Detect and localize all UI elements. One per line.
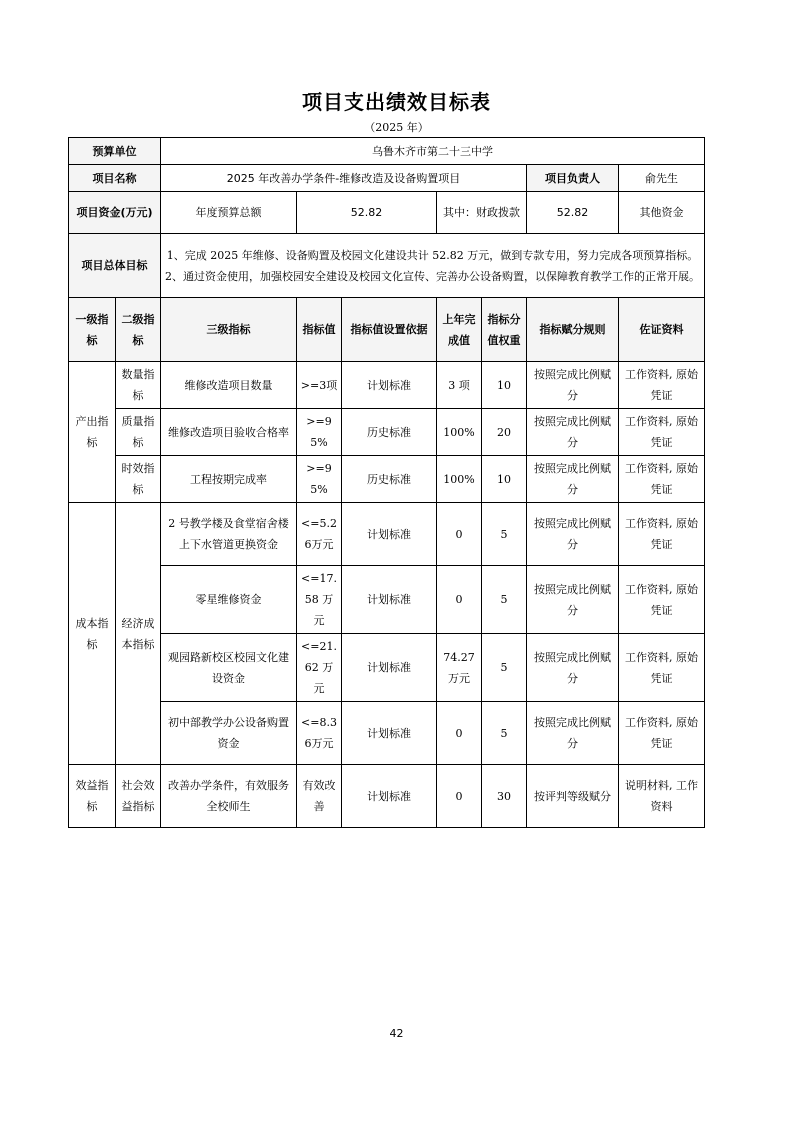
table-row [69,503,705,566]
basis-cell: 历史标准 [342,409,437,456]
rule-cell: 按照完成比例赋分 [527,362,619,409]
project-name-value: 2025 年改善办学条件-维修改造及设备购置项目 [161,165,527,192]
fiscal-value: 52.82 [527,192,619,234]
value-cell: <=5.26万元 [297,503,342,566]
last-year-cell: 0 [437,566,482,634]
value-cell: <=17.58 万元 [297,566,342,634]
last-year-cell: 100% [437,409,482,456]
goal-text: 1、完成 2025 年维修、设备购置及校园文化建设共计 52.82 万元，做到专款专用，努力完成各项预算指标。 2、通过资金使用，加强校园安全建设及校园文化宣传、完善办公设备购置，以保障教育教学工作的正常开展。 [161,234,705,298]
goal-label: 项目总体目标 [69,234,161,298]
value-cell: 有效改善 [297,765,342,828]
basis-cell: 计划标准 [342,702,437,765]
evidence-cell: 工作资料, 原始凭证 [619,362,705,409]
weight-cell: 20 [482,409,527,456]
column-header-row [69,298,705,362]
last-year-cell: 0 [437,702,482,765]
col-evidence: 佐证资料 [619,298,705,362]
manager-label: 项目负责人 [527,165,619,192]
unit-label: 预算单位 [69,138,161,165]
manager-value: 俞先生 [619,165,705,192]
rule-cell: 按照完成比例赋分 [527,634,619,702]
level3-cell: 零星维修资金 [161,566,297,634]
annual-budget-value: 52.82 [297,192,437,234]
col-last-year: 上年完成值 [437,298,482,362]
level3-cell: 维修改造项目数量 [161,362,297,409]
weight-cell: 10 [482,362,527,409]
level3-cell: 初中部教学办公设备购置资金 [161,702,297,765]
basis-cell: 历史标准 [342,456,437,503]
level3-cell: 改善办学条件，有效服务全校师生 [161,765,297,828]
level1-cell: 产出指标 [69,362,116,503]
col-level1: 一级指标 [69,298,116,362]
unit-row [69,138,705,165]
project-name-label: 项目名称 [69,165,161,192]
col-rule: 指标赋分规则 [527,298,619,362]
level1-cell: 效益指标 [69,765,116,828]
weight-cell: 5 [482,702,527,765]
project-name-row [69,165,705,192]
last-year-cell: 100% [437,456,482,503]
level3-cell: 观园路新校区校园文化建设资金 [161,634,297,702]
weight-cell: 5 [482,503,527,566]
table-row [69,634,705,702]
weight-cell: 30 [482,765,527,828]
level2-cell: 社会效益指标 [116,765,161,828]
rule-cell: 按照完成比例赋分 [527,503,619,566]
evidence-cell: 工作资料, 原始凭证 [619,566,705,634]
evidence-cell: 工作资料, 原始凭证 [619,503,705,566]
evidence-cell: 工作资料, 原始凭证 [619,409,705,456]
table-row [69,362,705,409]
basis-cell: 计划标准 [342,362,437,409]
performance-table [68,137,705,828]
evidence-cell: 工作资料, 原始凭证 [619,634,705,702]
value-cell: >=95% [297,456,342,503]
table-row [69,409,705,456]
level2-cell: 经济成本指标 [116,503,161,765]
value-cell: <=8.36万元 [297,702,342,765]
basis-cell: 计划标准 [342,634,437,702]
page-number: 42 [389,1027,404,1040]
basis-cell: 计划标准 [342,765,437,828]
fiscal-label: 其中：财政拨款 [437,192,527,234]
rule-cell: 按照完成比例赋分 [527,456,619,503]
col-basis: 指标值设置依据 [342,298,437,362]
last-year-cell: 74.27 万元 [437,634,482,702]
rule-cell: 按照完成比例赋分 [527,566,619,634]
last-year-cell: 0 [437,765,482,828]
value-cell: >=3项 [297,362,342,409]
last-year-cell: 3 项 [437,362,482,409]
unit-value: 乌鲁木齐市第二十三中学 [161,138,705,165]
level2-cell: 质量指标 [116,409,161,456]
annual-budget-label: 年度预算总额 [161,192,297,234]
other-funds-label: 其他资金 [619,192,705,234]
value-cell: <=21.62 万元 [297,634,342,702]
rule-cell: 按照完成比例赋分 [527,409,619,456]
rule-cell: 按评判等级赋分 [527,765,619,828]
weight-cell: 5 [482,566,527,634]
level1-cell: 成本指标 [69,503,116,765]
basis-cell: 计划标准 [342,503,437,566]
table-row [69,456,705,503]
evidence-cell: 说明材料, 工作资料 [619,765,705,828]
level2-cell: 数量指标 [116,362,161,409]
year-subtitle: （2025 年） [364,121,429,134]
last-year-cell: 0 [437,503,482,566]
col-value: 指标值 [297,298,342,362]
table-row [69,765,705,828]
level2-cell: 时效指标 [116,456,161,503]
level3-cell: 工程按期完成率 [161,456,297,503]
page-title: 项目支出绩效目标表 [302,90,491,114]
value-cell: >=95% [297,409,342,456]
rule-cell: 按照完成比例赋分 [527,702,619,765]
weight-cell: 10 [482,456,527,503]
evidence-cell: 工作资料, 原始凭证 [619,456,705,503]
table-row [69,702,705,765]
evidence-cell: 工作资料, 原始凭证 [619,702,705,765]
level3-cell: 2 号教学楼及食堂宿舍楼上下水管道更换资金 [161,503,297,566]
weight-cell: 5 [482,634,527,702]
fund-label: 项目资金(万元) [69,192,161,234]
col-weight: 指标分值权重 [482,298,527,362]
col-level3: 三级指标 [161,298,297,362]
basis-cell: 计划标准 [342,566,437,634]
level3-cell: 维修改造项目验收合格率 [161,409,297,456]
goal-row [69,234,705,298]
fund-row [69,192,705,234]
col-level2: 二级指标 [116,298,161,362]
table-row [69,566,705,634]
